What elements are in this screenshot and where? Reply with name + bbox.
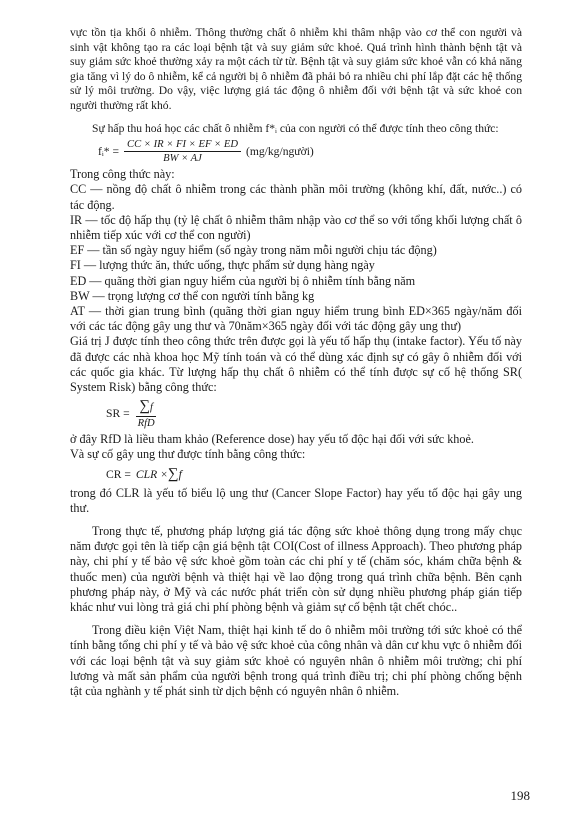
formula-cr-var: f	[178, 467, 182, 481]
paragraph-where: Trong công thức này:	[70, 167, 175, 182]
sigma-symbol: ∑	[167, 465, 179, 482]
formula-intake-fraction	[124, 139, 241, 164]
paragraph-clr: trong đó CLR là yếu tố biểu lộ ung thư (Cancer Slope Factor) hay yếu tố độc hại gây ung thư.	[70, 485, 522, 515]
paragraph-cancer-intro: Và sự cố gây ung thư được tính bằng công thức:	[70, 447, 306, 462]
definition-cc: CC — nồng độ chất ô nhiễm trong các thành phần môi trường (không khí, đất, nước..) có tác động.	[70, 182, 522, 212]
paragraph-intake-intro: Sự hấp thu hoá học các chất ô nhiễm f*ᵢ của con người có thể được tính theo công thức:	[92, 121, 499, 135]
formula-sr-denominator: RfD	[137, 418, 155, 430]
paragraph-vietnam: Trong điều kiện Việt Nam, thiệt hại kinh tế do ô nhiễm môi trường tới sức khoẻ có thể tính bằng tổng chi phí y tế và bảo vệ sức khoẻ của công nhân và dân cư khu vực ô nhiễm đối với các loại bệnh tật và suy giảm sức khoẻ có nguyên nhân ô nhiễm môi trường; chi phí lương và mất sản phẩm của người bệnh trong quá trình điều trị; chi phí phòng chống bệnh tật của nghành y tế phát sinh từ dịch bệnh có nguyên nhân ô nhiễm.	[70, 623, 522, 699]
formula-intake-denominator: BW × AJ	[163, 153, 202, 165]
paragraph-intake-factor: Giá trị J được tính theo công thức trên được gọi là yếu tố hấp thụ (intake factor). Yếu tố này đã được các nhà khoa học Mỹ tính toán và có thể dùng xác định sự có gây ô nhiễm đối với các quốc gia khác. Từ lượng hấp thụ chất ô nhiễm có thể tính được sự cố hệ thống SR( System Risk) bằng công thức:	[70, 334, 522, 394]
formula-intake-unit: (mg/kg/người)	[245, 145, 314, 159]
definition-ir: IR — tốc độ hấp thụ (tỷ lệ chất ô nhiễm thâm nhập vào cơ thể so với tổng khối lượng chất ô nhiễm tiếp xúc với cơ thể con người)	[70, 212, 522, 242]
formula-sr-lhs: SR =	[106, 407, 130, 421]
definition-fi: FI — lượng thức ăn, thức uống, thực phẩm sử dụng hàng ngày	[70, 258, 375, 273]
formula-intake-lhs: fᵢ* =	[98, 145, 119, 159]
definition-bw: BW — trọng lượng cơ thể con người tính bằng kg	[70, 288, 315, 303]
formula-sr-fraction	[135, 398, 158, 429]
formula-cancer-risk	[106, 466, 522, 483]
definition-ef: EF — tần số ngày nguy hiểm (số ngày trong năm mỗi người chịu tác động)	[70, 243, 437, 258]
formula-cr-lhs: CR =	[106, 467, 131, 481]
definition-ed: ED — quãng thời gian nguy hiểm của người bị ô nhiễm tính bằng năm	[70, 273, 416, 288]
formula-system-risk	[106, 398, 522, 429]
formula-intake-numerator: CC × IR × FI × EF × ED	[124, 139, 241, 152]
paragraph-rfd: ở đây RfD là liều tham khảo (Reference dose) hay yếu tố độc hại đối với sức khoẻ.	[70, 432, 474, 447]
formula-cr-rhs: CLR ×	[135, 467, 168, 481]
sigma-symbol: ∑	[139, 398, 151, 415]
definition-at: AT — thời gian trung bình (quãng thời gian nguy hiểm trung bình ED×365 ngày/năm đối với các tác động gây ung thư và 70năm×365 ngày đối với tác động gây ung thư)	[70, 303, 522, 334]
paragraph-coi: Trong thực tế, phương pháp lượng giá tác động sức khoẻ thông dụng trong mấy chục năm được gọi tên là tiếp cận giá bệnh tật COI(Cost of illness Approach). Theo phương pháp này, chi phí y tế bảo vệ sức khoẻ gồm toàn các chi phí y tế (chăm sóc, khám chữa bệnh & thuốc men) của người bệnh và thiệt hại về lao động trong quá trình chữa bệnh. Bên cạnh phương pháp này, ở Mỹ và các nước phát triển còn sử dụng nhiều phương pháp gián tiếp khác như vui lòng trả giá chi phí phòng bệnh và giảm sự cố bệnh tật chết chóc..	[70, 524, 522, 615]
formula-sr-numerator	[136, 398, 156, 417]
formula-sr-var: f	[150, 402, 153, 414]
page-number: 198	[510, 788, 530, 803]
paragraph-intro: vực tồn tịa khối ô nhiễm. Thông thường chất ô nhiễm khi thâm nhập vào cơ thể con người và sinh vật không tạo ra các loại bệnh tật và suy giảm sức khoẻ. Quá trình hình thành bệnh tật và suy giảm sức khoẻ thường xảy ra một cách từ từ. Bệnh tật và suy giảm sức khoẻ vẫn có khả năng gia tăng vì lý do ô nhiễm, kể cả người bị ô nhiễm đã phải bỏ ra nhiều chi phí lắp đặt các hệ thống sử lý môi trường. Do vậy, việc lượng giá tác động ô nhiễm đối với bệnh tật và sức khoẻ con người thường rất khó.	[70, 26, 522, 112]
formula-intake	[98, 139, 522, 164]
